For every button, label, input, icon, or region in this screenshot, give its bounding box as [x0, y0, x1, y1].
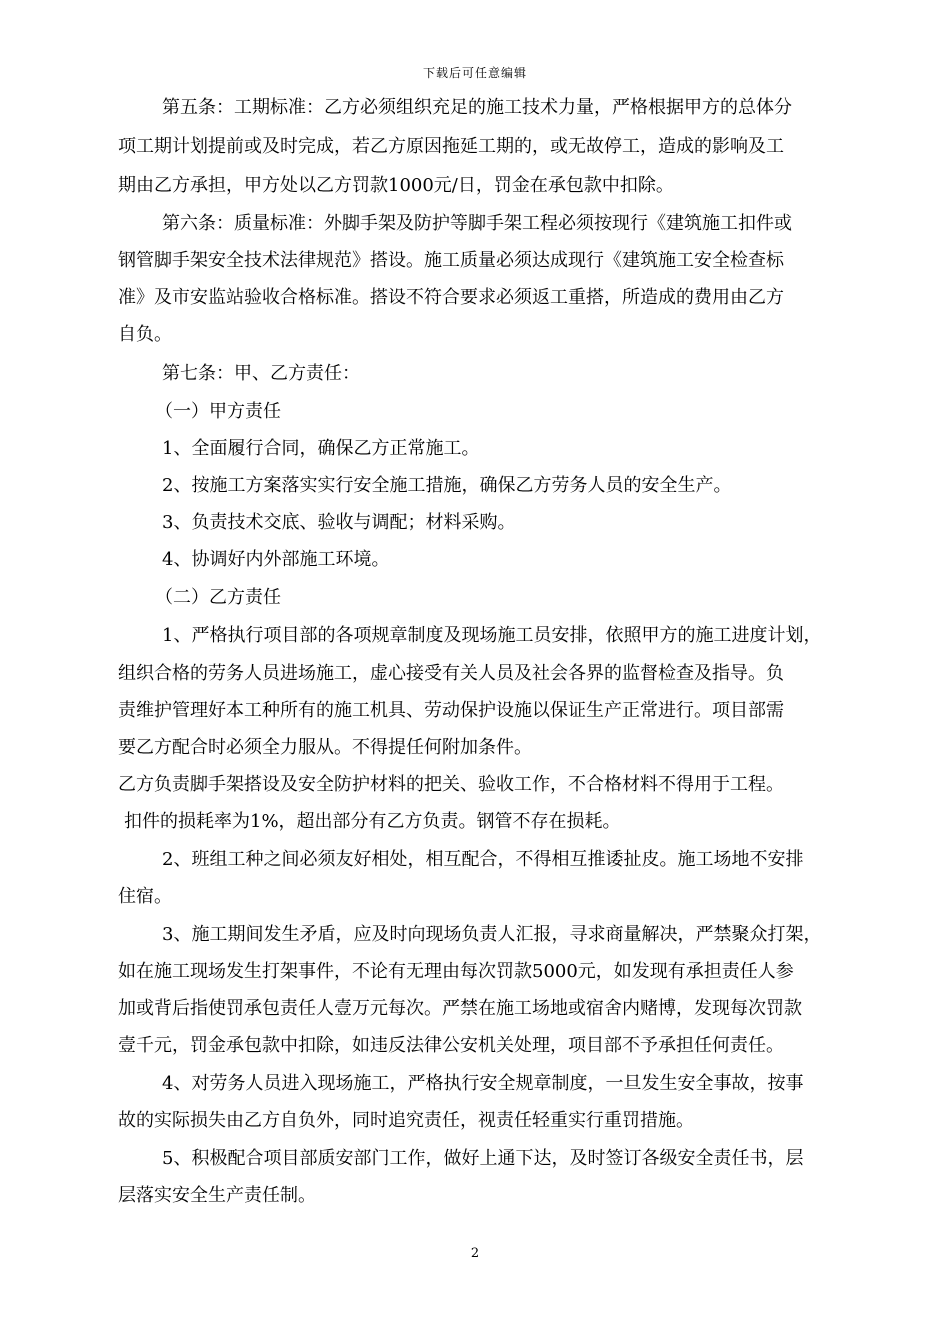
paragraph-line: 乙方负责脚手架搭设及安全防护材料的把关、验收工作，不合格材料不得用于工程。: [118, 774, 784, 795]
paragraph-line: 4、对劳务人员进入现场施工，严格执行安全规章制度，一旦发生安全事故，按事: [162, 1073, 804, 1094]
paragraph-line: 3、施工期间发生矛盾，应及时向现场负责人汇报，寻求商量解决，严禁聚众打架，: [162, 924, 822, 945]
paragraph-line: 1、严格执行项目部的各项规章制度及现场施工员安排，依照甲方的施工进度计划，: [162, 625, 822, 646]
paragraph-line: 钢管脚手架安全技术法律规范》搭设。施工质量必须达成现行《建筑施工安全检查标: [118, 250, 784, 271]
paragraph-line: 自负。: [118, 324, 172, 345]
subsection-heading: （一）甲方责任: [155, 401, 281, 422]
list-item: 4、协调好内外部施工环境。: [162, 549, 390, 570]
page-number: 2: [470, 1246, 480, 1261]
paragraph-line: 扣件的损耗率为1%，超出部分有乙方负责。钢管不存在损耗。: [124, 811, 621, 832]
paragraph-line: 层落实安全生产责任制。: [118, 1185, 316, 1206]
list-item: 2、按施工方案落实实行安全施工措施，确保乙方劳务人员的安全生产。: [162, 475, 732, 496]
paragraph-line: 壹千元，罚金承包款中扣除，如违反法律公安机关处理，项目部不予承担任何责任。: [118, 1035, 784, 1056]
paragraph-line: 2、班组工种之间必须友好相处，相互配合，不得相互推诿扯皮。施工场地不安排: [162, 849, 804, 870]
paragraph-line: 如在施工现场发生打架事件，不论有无理由每次罚款5000元，如发现有承担责任人参: [118, 961, 794, 982]
paragraph-line: 期由乙方承担，甲方处以乙方罚款1000元/日，罚金在承包款中扣除。: [118, 175, 674, 196]
paragraph-line: 要乙方配合时必须全力服从。不得提任何附加条件。: [118, 737, 532, 758]
paragraph-line: 组织合格的劳务人员进场施工，虚心接受有关人员及社会各界的监督检查及指导。负: [118, 663, 784, 684]
paragraph-line: 加或背后指使罚承包责任人壹万元每次。严禁在施工场地或宿舍内赌博，发现每次罚款: [118, 998, 802, 1019]
section-heading: 第七条：甲、乙方责任：: [162, 363, 360, 384]
page-header: 下载后可任意编辑: [422, 66, 527, 80]
paragraph-line: 第五条：工期标准：乙方必须组织充足的施工技术力量，严格根据甲方的总体分: [162, 97, 792, 118]
paragraph-line: 故的实际损失由乙方自负外，同时追究责任，视责任轻重实行重罚措施。: [118, 1110, 694, 1131]
paragraph-line: 第六条：质量标准：外脚手架及防护等脚手架工程必须按现行《建筑施工扣件或: [162, 213, 792, 234]
paragraph-line: 准》及市安监站验收合格标准。搭设不符合要求必须返工重搭，所造成的费用由乙方: [118, 287, 784, 308]
paragraph-line: 5、积极配合项目部质安部门工作，做好上通下达，及时签订各级安全责任书，层: [162, 1148, 804, 1169]
paragraph-line: 项工期计划提前或及时完成，若乙方原因拖延工期的，或无故停工，造成的影响及工: [118, 136, 784, 157]
list-item: 3、负责技术交底、验收与调配；材料采购。: [162, 512, 516, 533]
paragraph-line: 责维护管理好本工种所有的施工机具、劳动保护设施以保证生产正常进行。项目部需: [118, 700, 784, 721]
subsection-heading: （二）乙方责任: [155, 587, 281, 608]
paragraph-line: 住宿。: [118, 886, 172, 907]
list-item: 1、全面履行合同，确保乙方正常施工。: [162, 438, 480, 459]
